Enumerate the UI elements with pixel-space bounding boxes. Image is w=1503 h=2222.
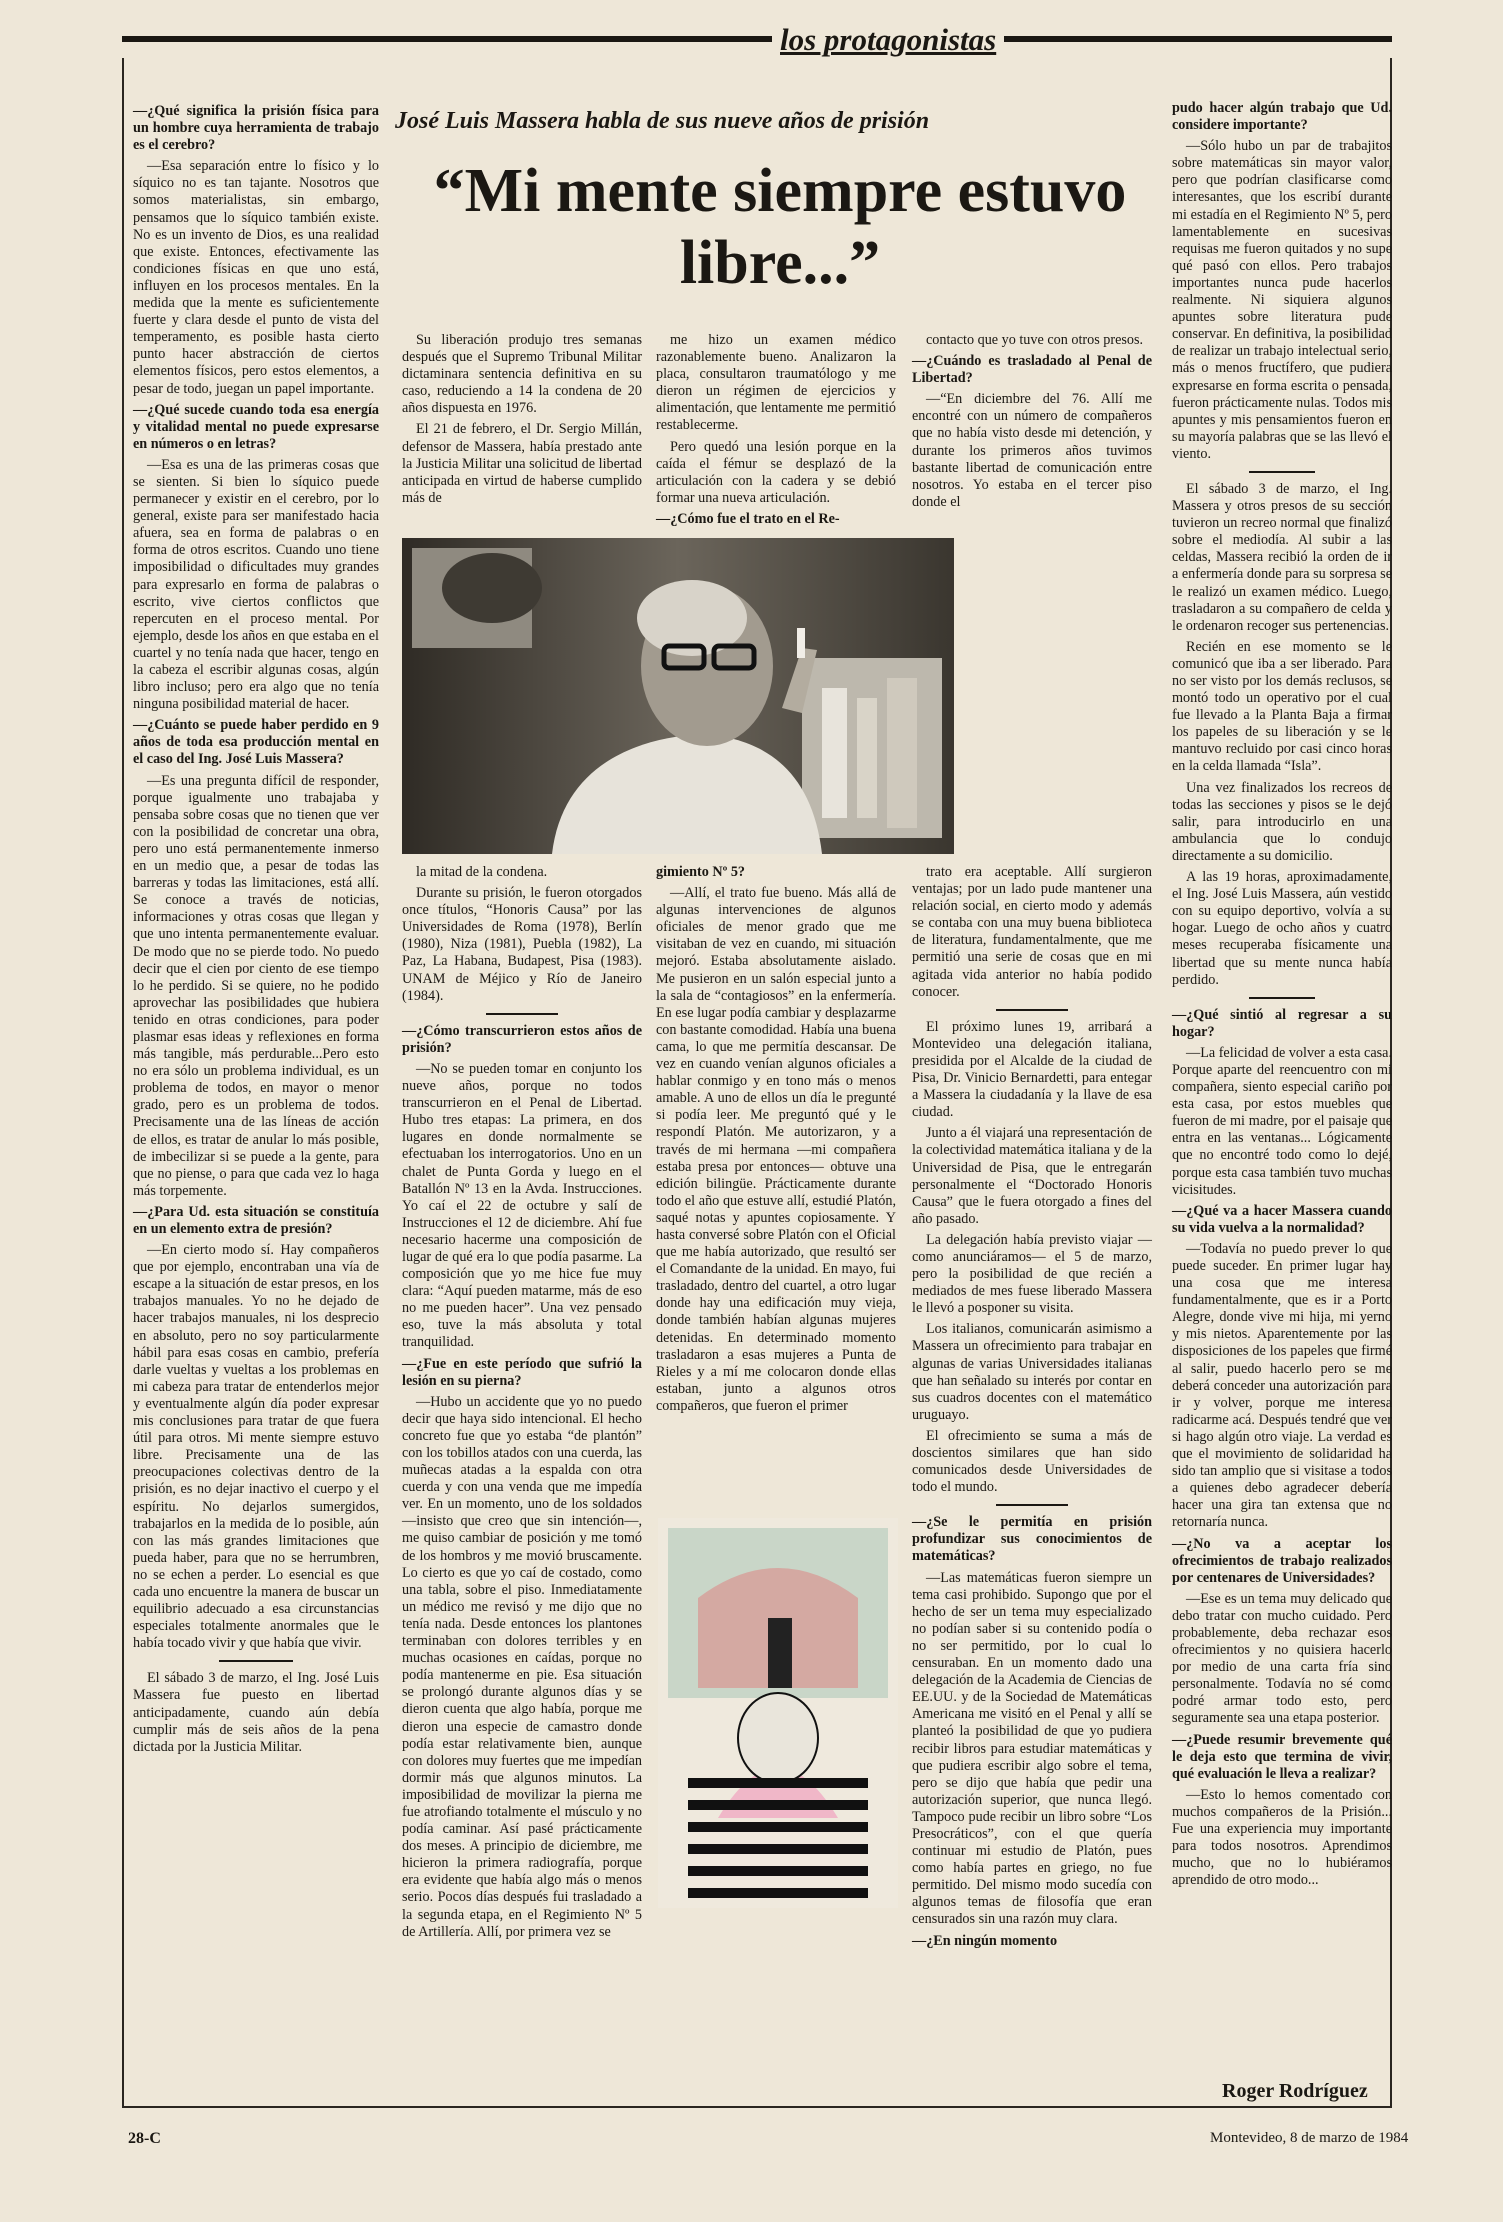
interview-question: —¿Cuándo es trasladado al Penal de Libertad?: [912, 353, 1152, 387]
interview-question: —¿Qué sucede cuando toda esa energía y vitalidad mental no puede expresarse en números o en letras?: [133, 401, 379, 452]
article-paragraph: El ofrecimiento se suma a más de doscientos similares que han sido comunicados desde Universidades de todo el mundo.: [912, 1427, 1152, 1496]
interview-question: —¿Cómo fue el trato en el Re-: [656, 510, 840, 527]
article-paragraph: Una vez finalizados los recreos de todas las secciones y pisos se le dejó salir, para introducirlo en una ambulancia que lo condujo directamente a su domicilio.: [1172, 779, 1392, 864]
article-paragraph: —Allí, el trato fue bueno. Más allá de algunas intervenciones de algunos oficiales de menor grado que me visitaban de vez en cuando, mi situación mejoró. Estaba absolutamente aislado. Me pusieron en un salón especial junto a la sala de “contagiosos” en la enfermería. En ese lugar podía cambiar y desplazarme con bastante comodidad. Había una buena cama, lo que me permitía descansar. De vez en cuando venían algunos oficiales a hablar conmigo y en tono más o menos amable. A uno de ellos un día le pregunté si podía leer. Me preguntó qué y le respondí Platón. Me autorizaron, y a través de mi hermana —mi compañera estaba presa por entonces— obtuve una edición bilingüe. Prácticamente durante todo el año que estuve allí, estudié Platón, saqué notas y apuntes copiosamente. Y hasta conversé sobre Platón con el Oficial que me había autorizado, que resultó ser el Comandante de la unidad. En mayo, fui trasladado, dentro del cuartel, a otro lugar donde hay una edificación muy vieja, donde también habían algunas mujeres detenidas. En determinado momento trasladaron a esas mujeres a Punta de Rieles y a mí me colocaron donde ellas estaban, junto a algunos otros compañeros, que fueron el primer: [656, 885, 896, 1414]
interview-question: —¿Se le permitía en prisión profundizar sus conocimientos de matemáticas?: [912, 1514, 1152, 1565]
article-paragraph: —La felicidad de volver a esta casa. Porque aparte del reencuentro con mi compañera, siento especial cariño por esta casa, por estos muebles que fueron de mi madre, por el paisaje que entra en las ventanas... Lógicamente que no encontré todo como lo dejé, porque esta casa también tuvo muchas vicisitudes.: [1172, 1044, 1393, 1198]
interview-question: —¿Cuánto se puede haber perdido en 9 años de toda esa producción mental en el caso del Ing. José Luis Massera?: [133, 717, 379, 768]
article-paragraph: El próximo lunes 19, arribará a Montevideo una delegación italiana, presidida por el Alcalde de la ciudad de Pisa, Dr. Vinicio Bernardetti, para entegar a Massera la ciudadanía y la llave de esa ciudad.: [912, 1018, 1152, 1121]
article-kicker: José Luis Massera habla de sus nueve años de prisión: [395, 108, 930, 134]
page-date: Montevideo, 8 de marzo de 1984: [1210, 2130, 1409, 2146]
article-paragraph: —Sólo hubo un par de trabajitos sobre matemáticas sin mayor valor, pero que podrían clasificarse como interesantes, que los escribí durante mi estadía en el Regimiento Nº 5, pero lamentablemente en sucesivas requisas me fueron quitados y no supe qué pasó con ellos. Pero trabajos importantes nunca pude hacerlos realmente. Ni siquiera algunos apuntes sobre literatura pude conservar. En definitiva, la posibilidad de realizar un trabajo intelectual serio, más o menos fructífero, que pudiera expresarse en forma escrita o pensada, fueron prácticamente nulas. Todos mis apuntes y mis pensamientos fueron en su mayoría palabras que se las llevó el viento.: [1172, 138, 1392, 462]
prison-illustration: [658, 1518, 898, 1908]
interview-question: —¿Qué significa la prisión física para un hombre cuya herramienta de trabajo es el cerebro?: [133, 103, 379, 154]
article-paragraph: A las 19 horas, aproximadamente, el Ing. José Luis Massera, aún vestido con su equipo deportivo, volvía a su hogar. Luego de ocho años y cuatro meses recuperaba físicamente una libertad que su mente nunca había perdido.: [1172, 869, 1392, 988]
article-paragraph: El 21 de febrero, el Dr. Sergio Millán, defensor de Massera, había prestado ante la Justicia Militar una solicitud de libertad anticipada en virtud de haberse cumplido más de: [402, 421, 642, 506]
interview-question: —¿Fue en este período que sufrió la lesión en su pierna?: [402, 1355, 642, 1389]
article-paragraph: Su liberación produjo tres semanas después que el Supremo Tribunal Militar dictaminara sentencia definitiva en su caso, reduciendo a 14 la condena de 20 años dispuesta en 1976.: [402, 332, 642, 417]
column-4-bottom: [912, 864, 1152, 1954]
article-paragraph: Junto a él viajará una representación de la colectividad matemática italiana y de la Universidad de Pisa, que le entregarán personalmente el “Doctorado Honoris Causa” que le fuera otorgado a fines del año pasado.: [912, 1125, 1152, 1227]
section-separator: [1249, 471, 1315, 473]
interview-question: —¿No va a aceptar los ofrecimientos de trabajo realizados por centenares de Universidades?: [1172, 1535, 1392, 1586]
interview-question: —¿Qué sintió al regresar a su hogar?: [1172, 1006, 1392, 1040]
article-headline: “Mi mente siempre estuvo libre...”: [433, 157, 1127, 297]
article-paragraph: —“En diciembre del 76. Allí me encontré con un número de compañeros que no había visto desde mi detención, y durante los primeros años tuvimos bastante libertad de comunicación entre nosotros. Yo estaba en el tercer piso donde el: [912, 391, 1152, 510]
article-paragraph: —Hubo un accidente que yo no puedo decir que haya sido intencional. El hecho concreto fue que yo estaba “de plantón” con los tobillos atados con una cuerda, las muñecas atadas a la espalda con otra cuerda y con una venda que me impedía ver. En un momento, uno de los soldados —insisto que creo que sin intención—, me quiso cambiar de posición y me tomó de los hombros y me movió bruscamente. Lo cierto es que yo caí de costado, como una tabla, sobre el piso. Inmediatamente un médico me revisó y me dijo que no tenía nada. Desde entonces los plantones terminaban con dolores terribles y en muchas ocasiones en caídas, porque no podía mantenerme en pie. Esa situación se prolongó durante algunos días y se dieron cuenta que algo había, porque me dieron una especie de camastro donde podía estar relativamente bien, aunque con dolores muy fuertes que me impedían dormir más que algunos minutos. La imposibilidad de movilizar la pierna me fue atrofiando totalmente el músculo y no podía caminar. Así pasé prácticamente dos meses. A principio de diciembre, me hicieron la primera radiografía, porque era evidente que había algo más o menos serio. Pocos días después fui trasladado a la segunda etapa, en el Regimiento Nº 5 de Artillería. Allí, por primera vez se: [402, 1393, 642, 1940]
article-paragraph: —Las matemáticas fueron siempre un tema casi prohibido. Supongo que por el hecho de ser un tema muy especializado no podían saber si su contenido podía o no ser permitido, por lo cual lo censuraban. En un momento dado una delegación de la Academia de Ciencias de EE.UU. y de la Sociedad de Matemáticas Americana me visitó en el Penal y allí se planteó la posibilidad de que yo pudiera recibir libros para estudiar matemáticas y que pudiera escribir algo sobre el tema, pero se dijo que había que pedir una autorización superior, que nunca llegó. Tampoco pude recibir un libro sobre “Los Presocráticos”, con el que quería continuar mi estudio de Platón, pues como había partes en griego, no fue permitido. Del mismo modo sucedía con algunos temas de filosofía que eran censurados sin una razón muy clara.: [912, 1569, 1152, 1928]
page-number: 28-C: [128, 2130, 161, 2147]
article-paragraph: —Esa es una de las primeras cosas que se sienten. Si bien lo síquico puede permanecer y existir en el cerebro, por lo general, existe para ser manifestado hacia afuera, sea en forma de palabras o en forma de otros escritos. Cuando uno tiene imposibilidad o dificultades muy grandes para expresarlo en forma de palabras o escrito, vive ciertos conflictos que repercuten en el proceso mental. Por ejemplo, desde los años en que estaba en el cuartel y no tenía nada que hacer, tengo en la cabeza el escribir algunas cosas, algún libro incluso; pero era algo que no tenía ninguna posibilidad material de hacer.: [133, 456, 379, 713]
section-header: [122, 22, 1392, 57]
article-paragraph: —En cierto modo sí. Hay compañeros que por ejemplo, encontraban una vía de escape a la situación de estar presos, en los trabajos manuales. Yo no he dejado de hacer trabajos manuales, ni los desprecio en absoluto, pero no soy particularmente hábil para esas cosas en cambio, prefería darle vueltas y vueltas a los problemas en mi cabeza para tratar de entenderlos mejor y eventualmente algún día poder expresar mis conclusiones para tratar de que fuera útil para otros. Mi mente siempre estuvo libre. Precisamente una de las preocupaciones colectivas dentro de la prisión, es no dejar inactivo el cuerpo y el espíritu. No dejarlos sumergidos, trabajarlos en la medida de lo posible, aún con las más grandes limitaciones que pueda haber, para que no se herrumbren, no se echen a perder. Lo esencial es que cada uno encuentre la manera de buscar un equilibrio adecuado a esa circunstancias especiales totalmente anormales que le había tocado vivir y que había que vivir.: [133, 1242, 379, 1652]
interview-question: —¿Cómo transcurrieron estos años de prisión?: [402, 1022, 642, 1056]
article-paragraph: —Todavía no puedo prever lo que puede suceder. En primer lugar hay una cosa que me interesa fundamentalmente, que es ir a Porto Alegre, donde vive mi hija, mi yerno y mis nietos. Aparentemente por las disposiciones de los papeles que firmé al salir, puedo hacerlo pero se me deberá conceder una autorización para ir y volver, porque me interesa radicarme acá. Después tendré que ver si hago algún otro viaje. La verdad es que el movimiento de solidaridad ha sido tan amplio que si visitase a todos a quienes debo agradecer debería hacer una gira tan extensa que no retornaría nunca.: [1172, 1240, 1392, 1531]
article-paragraph: El sábado 3 de marzo, el Ing. Massera y otros presos de su sección tuvieron un recreo normal que finalizó sobre el mediodía. Al subir a las celdas, Massera recibió la orden de ir a enfermería donde para su sorpresa se le realizó un examen médico. Luego, trasladaron a su compañero de celda y le ordenaron recoger sus pertenencias.: [1172, 480, 1392, 634]
section-separator: [996, 1504, 1068, 1506]
article-paragraph: Los italianos, comunicarán asimismo a Massera un ofrecimiento para trabajar en algunas de varias Universidades italianas que han señalado su interés por contar en sus cuadros docentes con el matemático uruguayo.: [912, 1321, 1152, 1423]
interview-question: —¿En ningún momento: [912, 1932, 1058, 1949]
byline: Roger Rodríguez: [1222, 2080, 1368, 2102]
article-paragraph: —Esto lo hemos comentado con muchos compañeros de la Prisión... Fue una experiencia muy importante para todos nosotros. Aprendimos mucho, que no lo hubiéramos aprendido de otro modo...: [1172, 1786, 1392, 1889]
article-paragraph: me hizo un examen médico razonablemente bueno. Analizaron la placa, consultaron traumatólogo y me dieron un régimen de ejercicios y alimentación, que lentamente me permitió restablecerme.: [656, 332, 896, 434]
article-paragraph: —Esa separación entre lo físico y lo síquico no es tan tajante. Nosotros que somos materialistas, sin embargo, pensamos que lo síquico también existe. No es un invento de Dios, es una realidad que existe. Entonces, efectivamente las condiciones físicas en que uno está, influyen en los procesos mentales. En la medida que la mente es suficientemente fuerte y clara desde el punto de vista del temperamento, es posible hasta cierto punto hacer abstracción de ciertos elementos físicos, pero estos elementos, a pesar de todo, juegan un papel importante.: [133, 158, 379, 397]
article-paragraph: —No se pueden tomar en conjunto los nueve años, porque no todos transcurrieron en el Penal de Libertad. Hubo tres etapas: La primera, en dos lugares en donde normalmente se efectuaban los interrogatorios. Uno en un chalet de Punta Gorda y luego en el Batallón Nº 13 en la Avda. Instrucciones. Yo caí el 22 de octubre y salí de Instrucciones el 12 de diciembre. Ahí fue necesario hacerme una composición de lugar de qué era lo que podía pasarme. La composición que yo me hice fue muy clara: “Aquí pueden matarme, más de eso no me pueden hacer”. Una vez pensado eso, tuve la más absoluta y total tranquilidad.: [402, 1060, 642, 1351]
section-separator: [996, 1009, 1068, 1011]
article-paragraph: Pero quedó una lesión porque en la caída el fémur se desplazó de la articulación con la cadera y se debió formar una nueva articulación.: [656, 438, 896, 506]
column-4-top: [912, 332, 1152, 515]
article-paragraph: —Ese es un tema muy delicado que debo tratar con mucho cuidado. Pero probablemente, deba rechazar esos ofrecimientos y no quisiera hacerlo por medio de una carta fría sino personalmente. Todavía no sé como podré armar todo esto, pero seguramente sea una etapa posterior.: [1172, 1590, 1392, 1727]
article-paragraph: La delegación había previsto viajar —como anunciáramos— el 5 de marzo, pero la posibilidad de que recién a mediados de mes fuese liberado Massera le llevó a posponer su visita.: [912, 1231, 1152, 1317]
section-rule: [122, 36, 1392, 42]
interview-question: —¿Puede resumir brevemente qué le deja esto que termina de vivir, qué evaluación le lleva a realizar?: [1172, 1731, 1392, 1782]
article-paragraph: —Es una pregunta difícil de responder, porque igualmente uno trabajaba y pensaba sobre cosas que no tienen que ver con la posibilidad de concretar una obra, pero uno está permanentemente inmerso en un medio que, a pesar de todas las barreras y todas las limitaciones, está allí. Se conoce a través de noticias, informaciones y otras cosas que llegan y que uno intenta permanentemente evaluar. De modo que no se pierde todo. No puedo decir que el cien por ciento de ese tiempo lo he perdido. Si se quiere, no he podido aprovechar las posibilidades que hubiera tenido en otras condiciones, para poder plasmar esas ideas y reflexiones en forma más tangible, más perdurable...Pero esto no era sólo un problema individual, es un problema de todos, en mayor o menor grado, pero es un problema de todos. Precisamente una de las líneas de acción de ellos, es tratar de anular lo más posible, de imbecilizar si se puede a la gente, para que no piense, o para que cada vez lo haga más torpemente.: [133, 772, 379, 1199]
section-separator: [1249, 997, 1315, 999]
interview-question: pudo hacer algún trabajo que Ud. considere importante?: [1172, 100, 1392, 134]
interview-question: gimiento Nº 5?: [656, 864, 746, 880]
column-5: [1172, 100, 1392, 1893]
portrait-photo: [402, 538, 954, 854]
column-2-top: [402, 332, 642, 511]
article-paragraph: trato era aceptable. Allí surgieron ventajas; por un lado pude mantener una relación social, en cierto modo y además se contaba con una muy buena biblioteca de literatura, fundamentalmente, que me permitió una serie de cosas que en mi agitada vida anterior no había podido conocer.: [912, 864, 1152, 1000]
section-title: los protagonistas: [772, 22, 1004, 58]
column-2-bottom: [402, 864, 642, 1945]
section-separator: [486, 1013, 558, 1015]
article-paragraph: El sábado 3 de marzo, el Ing. José Luis Massera fue puesto en libertad anticipadamente, cuando aún debía cumplir más de seis años de la pena dictada por la Justicia Militar.: [133, 1670, 379, 1755]
article-paragraph: Recién en ese momento se le comunicó que iba a ser liberado. Para no ser visto por los demás reclusos, se montó todo un operativo por el cual fue llevado a la Planta Baja a firmar los papeles de su liberación y se le mantuvo recluido por casi cinco horas en la celda llamada “Isla”.: [1172, 638, 1392, 775]
column-1: [133, 103, 379, 1760]
section-separator: [219, 1660, 293, 1662]
article-paragraph: contacto que yo tuve con otros presos.: [926, 332, 1144, 348]
column-3-bottom: [656, 864, 896, 1419]
article-paragraph: Durante su prisión, le fueron otorgados once títulos, “Honoris Causa” por las Universidades de Roma (1978), Berlín (1980), Niza (1981), Puebla (1982), La Paz, La Habana, Budapest, Pisa (1983). UNAM de Méjico y Río de Janeiro (1984).: [402, 885, 642, 1004]
interview-question: —¿Para Ud. esta situación se constituía en un elemento extra de presión?: [133, 1203, 379, 1237]
article-paragraph: la mitad de la condena.: [416, 864, 548, 880]
column-3-top: [656, 332, 896, 532]
interview-question: —¿Qué va a hacer Massera cuando su vida vuelva a la normalidad?: [1172, 1202, 1392, 1236]
